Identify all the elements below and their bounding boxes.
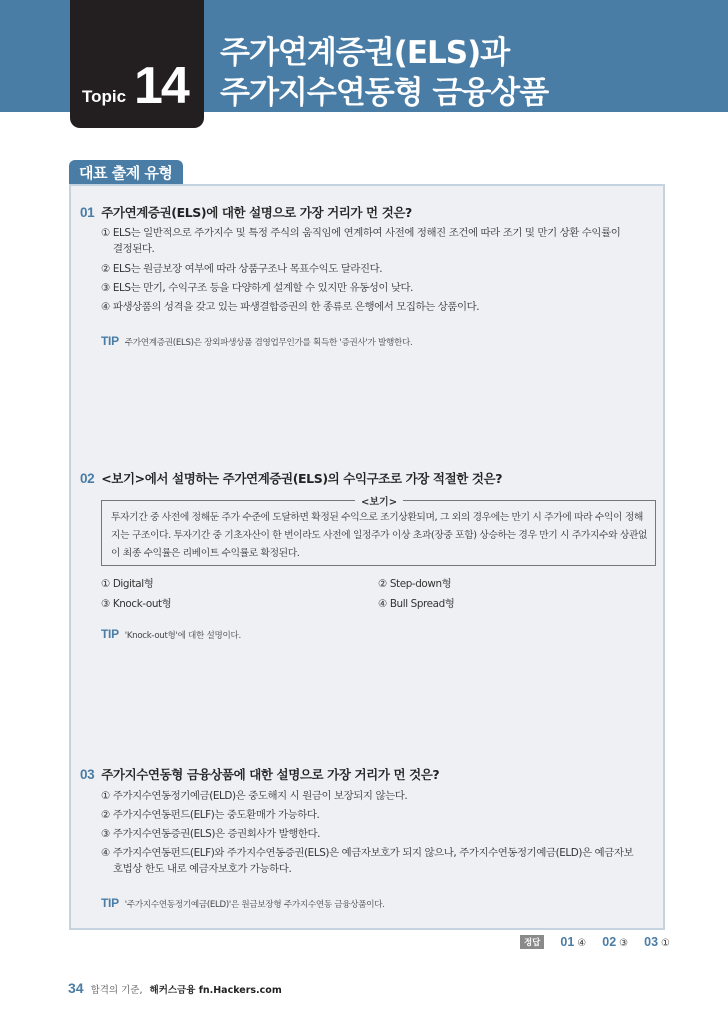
tip-label: TIP [101, 627, 119, 641]
page-footer [68, 980, 282, 996]
tip [101, 334, 412, 348]
option-text: ELS는 원금보장 여부에 따라 상품구조나 목표수익도 달라진다. [112, 263, 383, 275]
option-item[interactable] [101, 576, 153, 592]
option-item[interactable] [101, 845, 633, 877]
question-number: 03 [80, 767, 95, 782]
option-marker: ③ [101, 828, 110, 840]
answer-item [644, 935, 670, 949]
option-marker: ④ [378, 598, 387, 610]
answer-value: ① [661, 938, 670, 949]
option-item[interactable] [378, 576, 451, 592]
option-item[interactable] [378, 596, 454, 612]
answer-value: ③ [619, 938, 629, 949]
option-item[interactable] [101, 826, 320, 842]
option-item[interactable] [101, 596, 171, 612]
option-item[interactable] [101, 225, 620, 257]
tip-text: 'Knock-out형'에 대한 설명이다. [124, 631, 241, 641]
option-text-continuation: 결정된다. [113, 243, 155, 255]
option-marker: ① [101, 227, 110, 239]
answer-badge: 정답 [520, 935, 544, 949]
option-text: Digital형 [112, 578, 154, 590]
option-text: 주가지수연동펀드(ELF)는 중도환매가 가능하다. [112, 809, 320, 821]
example-box-text: 투자기간 중 사전에 정해둔 주가 수준에 도달하면 확정된 수익으로 조기상환되며, 그 외의 경우에는 만기 시 주가에 따라 수익이 정해지는 구조이다. 투자기간 중 기초자산이 한 번이라도 사전에 일정주가 이상 초과(장중 포함) 상승하는 경우 만기 시 주가지수와 상관없이 최종 수익률은 리베이트 수익률로 확정된다. [111, 512, 648, 559]
option-marker: ③ [101, 282, 110, 294]
footer-brand-link[interactable]: 해커스금융 fn.Hackers.com [149, 985, 282, 996]
page-title-line-1: 주가연계증권(ELS)과 [220, 35, 510, 71]
question-title [80, 469, 502, 487]
option-text: Bull Spread형 [389, 598, 455, 610]
option-marker: ④ [101, 847, 110, 859]
answer-item [602, 935, 628, 949]
tip-text: '주가지수연동정기예금(ELD)'은 원금보장형 주가지수연동 금융상품이다. [124, 900, 385, 910]
example-box-label: <보기> [355, 493, 403, 508]
option-marker: ④ [101, 301, 110, 313]
page-title-line-2: 주가지수연동형 금융상품 [220, 75, 549, 111]
question-title [80, 203, 412, 221]
option-text-continuation: 호법상 한도 내로 예금자보호가 가능하다. [113, 863, 292, 875]
page-number: 34 [68, 980, 84, 996]
option-marker: ② [101, 809, 110, 821]
answer-item [560, 935, 586, 949]
option-text: 주가지수연동펀드(ELF)와 주가지수연동증권(ELS)은 예금자보호가 되지 않으나, 주가지수연동정기예금(ELD)은 예금자보 [112, 847, 634, 859]
answer-value: ④ [577, 938, 587, 949]
option-item[interactable] [101, 807, 319, 823]
question-title [80, 765, 439, 783]
option-marker: ② [101, 263, 110, 275]
option-text: 파생상품의 성격을 갖고 있는 파생결합증권의 한 종류로 은행에서 모집하는 상품이다. [112, 301, 480, 313]
tip-label: TIP [101, 334, 119, 348]
question-number: 01 [80, 205, 95, 220]
question-text: <보기>에서 설명하는 주가연계증권(ELS)의 수익구조로 가장 적절한 것은? [101, 471, 503, 486]
question-text: 주가연계증권(ELS)에 대한 설명으로 가장 거리가 먼 것은? [101, 205, 412, 220]
answer-number: 02 [602, 935, 617, 949]
section-tab: 대표 출제 유형 [69, 160, 183, 186]
option-item[interactable] [101, 299, 479, 315]
question-text: 주가지수연동형 금융상품에 대한 설명으로 가장 거리가 먼 것은? [101, 767, 440, 782]
tip-text: 주가연계증권(ELS)은 장외파생상품 겸영업무인가를 획득한 '증권사'가 발행한다. [124, 338, 413, 348]
answer-number: 01 [560, 935, 575, 949]
option-marker: ① [101, 790, 110, 802]
option-marker: ③ [101, 598, 110, 610]
option-item[interactable] [101, 261, 382, 277]
topic-number: 14 [134, 57, 188, 115]
option-text: ELS는 일반적으로 주가지수 및 특정 주식의 움직임에 연계하여 사전에 정해진 조건에 따라 조기 및 만기 상환 수익률이 [112, 227, 621, 239]
tip [101, 896, 385, 910]
answer-key [520, 935, 670, 949]
tip [101, 627, 241, 641]
option-text: 주가지수연동정기예금(ELD)은 중도해지 시 원금이 보장되지 않는다. [112, 790, 408, 802]
footer-text: 합격의 기준, [90, 985, 143, 996]
answer-number: 03 [644, 935, 659, 949]
option-marker: ② [378, 578, 387, 590]
option-text: Knock-out형 [112, 598, 172, 610]
question-number: 02 [80, 471, 95, 486]
option-marker: ① [101, 578, 110, 590]
option-text: 주가지수연동증권(ELS)은 증권회사가 발행한다. [112, 828, 321, 840]
tip-label: TIP [101, 896, 119, 910]
option-item[interactable] [101, 788, 407, 804]
option-item[interactable] [101, 280, 413, 296]
topic-label: Topic [82, 87, 127, 106]
option-text: Step-down형 [389, 578, 452, 590]
option-text: ELS는 만기, 수익구조 등을 다양하게 설계할 수 있지만 유동성이 낮다. [112, 282, 414, 294]
